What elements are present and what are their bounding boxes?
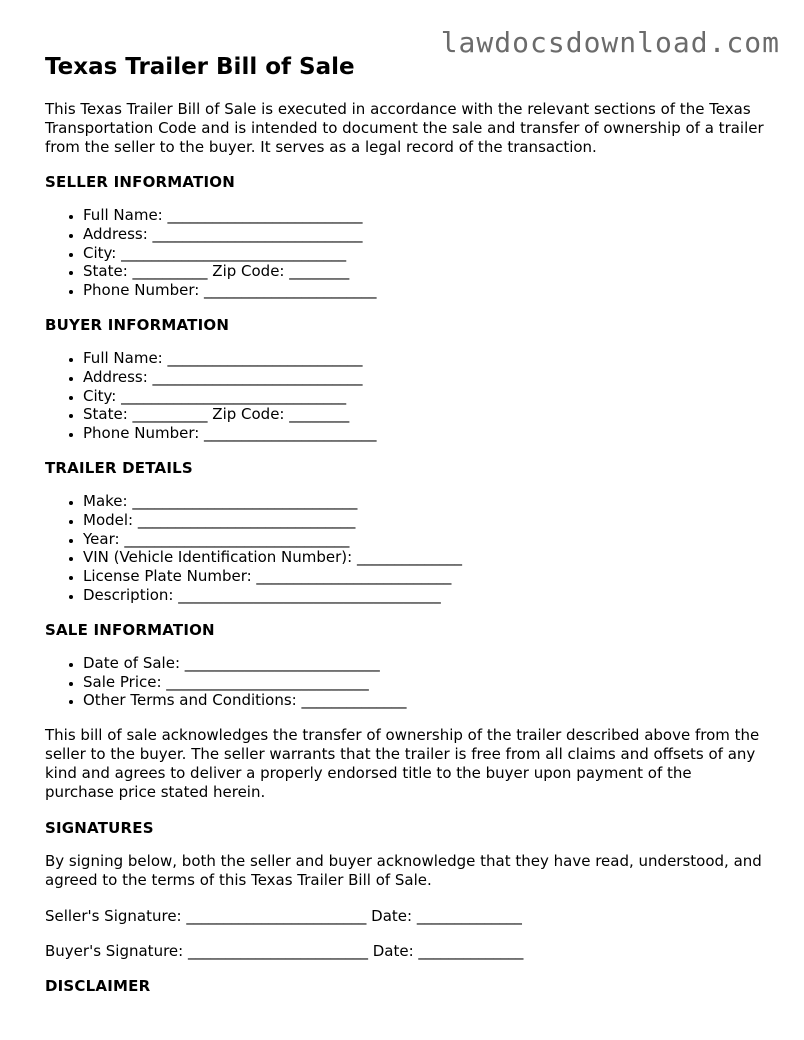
signatures-paragraph: By signing below, both the seller and buyer acknowledge that they have read, understood, and agreed to the terms of this Texas Trailer Bill of Sale. xyxy=(45,852,762,890)
page-title: Texas Trailer Bill of Sale xyxy=(45,54,355,80)
document-body xyxy=(45,54,765,1010)
buyer-phone: • Phone Number: _______________________ xyxy=(83,424,765,443)
trailer-vin: • VIN (Vehicle Identification Number): ______________ xyxy=(83,548,765,567)
seller-full-name: • Full Name: __________________________ xyxy=(83,206,765,225)
seller-heading: SELLER INFORMATION xyxy=(45,173,235,191)
sale-other-terms: • Other Terms and Conditions: ______________ xyxy=(83,691,765,710)
disclaimer-heading: DISCLAIMER xyxy=(45,977,151,996)
buyer-state-zip: • State: __________ Zip Code: ________ xyxy=(83,405,765,424)
trailer-heading: TRAILER DETAILS xyxy=(45,458,193,477)
intro-paragraph: This Texas Trailer Bill of Sale is executed in accordance with the relevant sections of the Texas Transportation Code and is intended to document the sale and transfer of ownership of a trailer from the seller to the buyer. It serves as a legal record of the transaction. xyxy=(45,100,764,156)
sale-date: • Date of Sale: __________________________ xyxy=(83,654,765,673)
trailer-license-plate: • License Plate Number: __________________________ xyxy=(83,567,765,586)
seller-address: • Address: ____________________________ xyxy=(83,225,765,244)
seller-state-zip: • State: __________ Zip Code: ________ xyxy=(83,262,765,281)
trailer-description: • Description: ___________________________________ xyxy=(83,586,765,605)
sale-price: • Sale Price: ___________________________ xyxy=(83,673,765,692)
seller-city: • City: ______________________________ xyxy=(83,244,765,263)
sale-heading: SALE INFORMATION xyxy=(45,620,215,639)
buyer-list xyxy=(45,349,765,443)
seller-phone: • Phone Number: _______________________ xyxy=(83,281,765,300)
trailer-list xyxy=(45,492,765,605)
trailer-year: • Year: ______________________________ xyxy=(83,530,765,549)
buyer-city: • City: ______________________________ xyxy=(83,387,765,406)
buyer-signature-line: Buyer's Signature: ________________________ Date: ______________ xyxy=(45,942,524,961)
signatures-heading: SIGNATURES xyxy=(45,819,154,838)
buyer-address: • Address: ____________________________ xyxy=(83,368,765,387)
trailer-model: • Model: _____________________________ xyxy=(83,511,765,530)
buyer-heading: BUYER INFORMATION xyxy=(45,315,230,334)
seller-signature-line: Seller's Signature: ________________________ Date: ______________ xyxy=(45,907,522,926)
trailer-make: • Make: ______________________________ xyxy=(83,492,765,511)
acknowledgement-paragraph: This bill of sale acknowledges the transfer of ownership of the trailer described above from the seller to the buyer. The seller warrants that the trailer is free from all claims and offsets of any kind and agrees to deliver a properly endorsed title to the buyer upon payment of the purchase price stated herein. xyxy=(45,726,760,802)
seller-list xyxy=(45,206,765,300)
buyer-full-name: • Full Name: __________________________ xyxy=(83,349,765,368)
sale-list xyxy=(45,654,765,710)
site-watermark: lawdocsdownload.com xyxy=(440,26,780,59)
